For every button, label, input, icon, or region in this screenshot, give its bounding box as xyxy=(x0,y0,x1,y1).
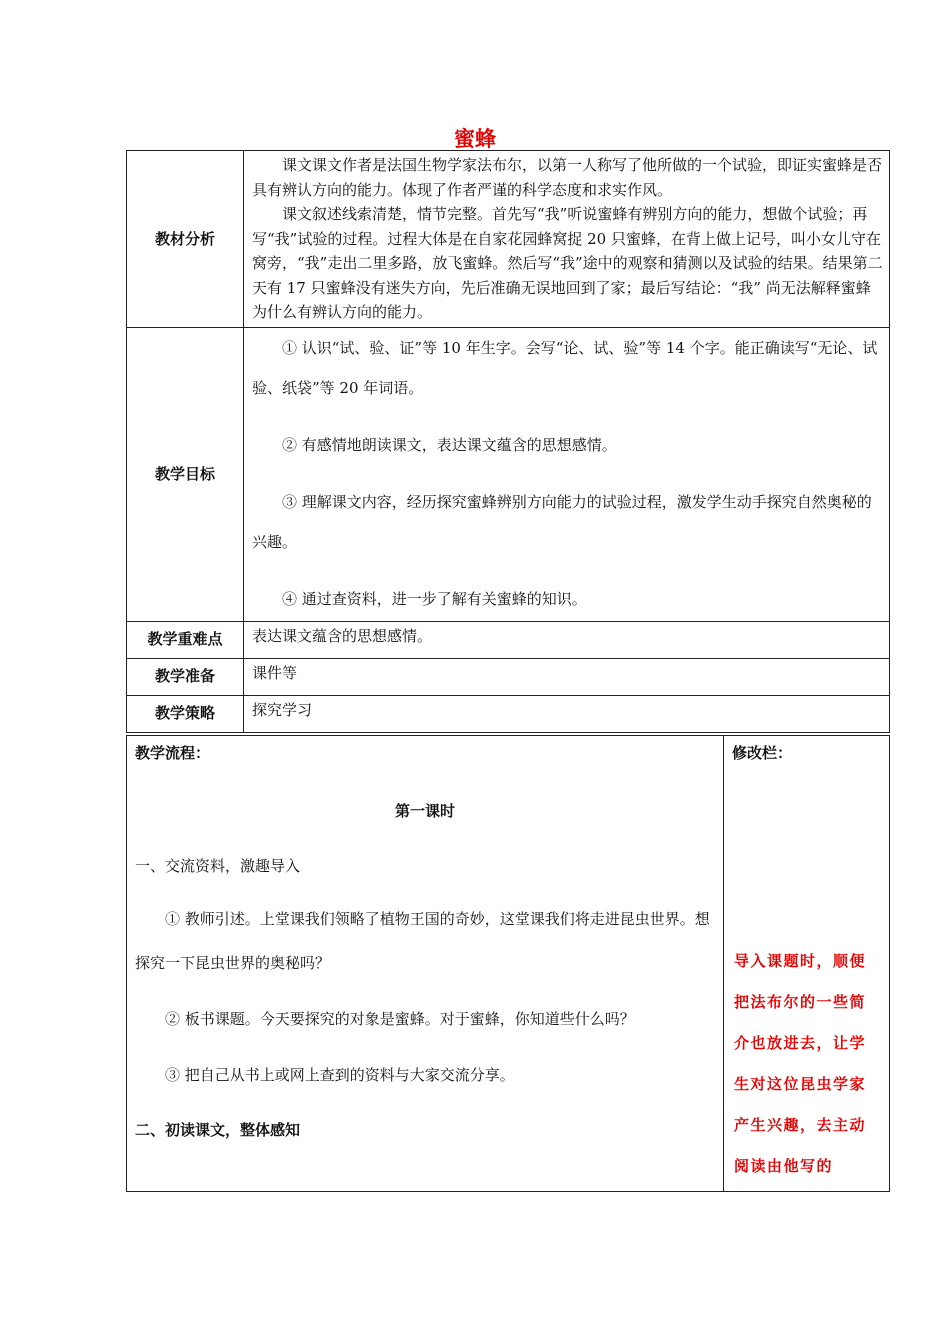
flow-cell xyxy=(127,736,724,1192)
analysis-label: 教材分析 xyxy=(127,151,244,328)
strategy-value: 探究学习 xyxy=(244,695,890,732)
document-title: 蜜蜂 xyxy=(454,127,496,151)
difficulty-row xyxy=(127,621,890,658)
flow-step: ① 教师引述。上堂课我们领略了植物王国的奇妙，这堂课我们将走进昆虫世界。想探究一下昆虫世界的奥秘吗？ xyxy=(135,910,710,972)
goal-item: ③ 理解课文内容，经历探究蜜蜂辨别方向能力的试验过程，激发学生动手探究自然奥秘的兴趣。 xyxy=(252,492,872,551)
flow-step: ③ 把自己从书上或网上查到的资料与大家交流分享。 xyxy=(165,1066,515,1084)
analysis-content xyxy=(244,151,890,328)
section-heading-2: 二、初读课文，整体感知 xyxy=(135,1121,301,1139)
analysis-paragraph-2: 课文叙述线索清楚，情节完整。首先写“我”听说蜜蜂有辨别方向的能力，想做个试验；再写“我”试验的过程。过程大体是在自家花园蜂窝捉 20 只蜜蜂，在背上做上记号，叫小女儿守在窝旁，“我”走出二里多路，放飞蜜蜂。然后写“我”途中的观察和猜测以及试验的结果。结果第二天有 17 只蜜蜂没有迷失方向，先后准确无误地回到了家；最后写结论：“我” 尚无法解释蜜蜂为什么有辨认方向的能力。 xyxy=(252,205,883,321)
strategy-label: 教学策略 xyxy=(127,695,244,732)
teaching-flow-table xyxy=(126,735,890,1192)
prep-row xyxy=(127,658,890,695)
section-heading-1: 一、交流资料，激趣导入 xyxy=(135,857,301,875)
revision-header: 修改栏： xyxy=(732,744,793,762)
revision-note: 导入课题时，顺便把法布尔的一些简介也放进去，让学生对这位昆虫学家产生兴趣，去主动阅读由他写的 xyxy=(734,952,867,1175)
goals-content xyxy=(244,327,890,621)
flow-step: ② 板书课题。今天要探究的对象是蜜蜂。对于蜜蜂，你知道些什么吗？ xyxy=(165,1010,635,1028)
difficulty-value: 表达课文蕴含的思想感情。 xyxy=(244,621,890,658)
prep-label: 教学准备 xyxy=(127,658,244,695)
analysis-paragraph-1: 课文课文作者是法国生物学家法布尔，以第一人称写了他所做的一个试验，即证实蜜蜂是否具有辨认方向的能力。体现了作者严谨的科学态度和求实作风。 xyxy=(252,156,883,199)
goal-item: ② 有感情地朗读课文，表达课文蕴含的思想感情。 xyxy=(282,435,617,454)
goals-label: 教学目标 xyxy=(127,327,244,621)
goals-row xyxy=(127,327,890,621)
prep-value: 课件等 xyxy=(244,658,890,695)
lesson-info-table xyxy=(126,150,890,733)
strategy-row xyxy=(127,695,890,732)
lesson-heading: 第一课时 xyxy=(394,802,455,820)
flow-header: 教学流程： xyxy=(135,744,211,762)
revision-cell xyxy=(724,736,890,1192)
difficulty-label: 教学重难点 xyxy=(127,621,244,658)
analysis-row xyxy=(127,151,890,328)
goal-item: ④ 通过查资料，进一步了解有关蜜蜂的知识。 xyxy=(282,589,587,608)
goal-item: ① 认识“试、验、证”等 10 年生字。会写“论、试、验”等 14 个字。能正确读写“无论、试验、纸袋”等 20 年词语。 xyxy=(252,338,878,397)
